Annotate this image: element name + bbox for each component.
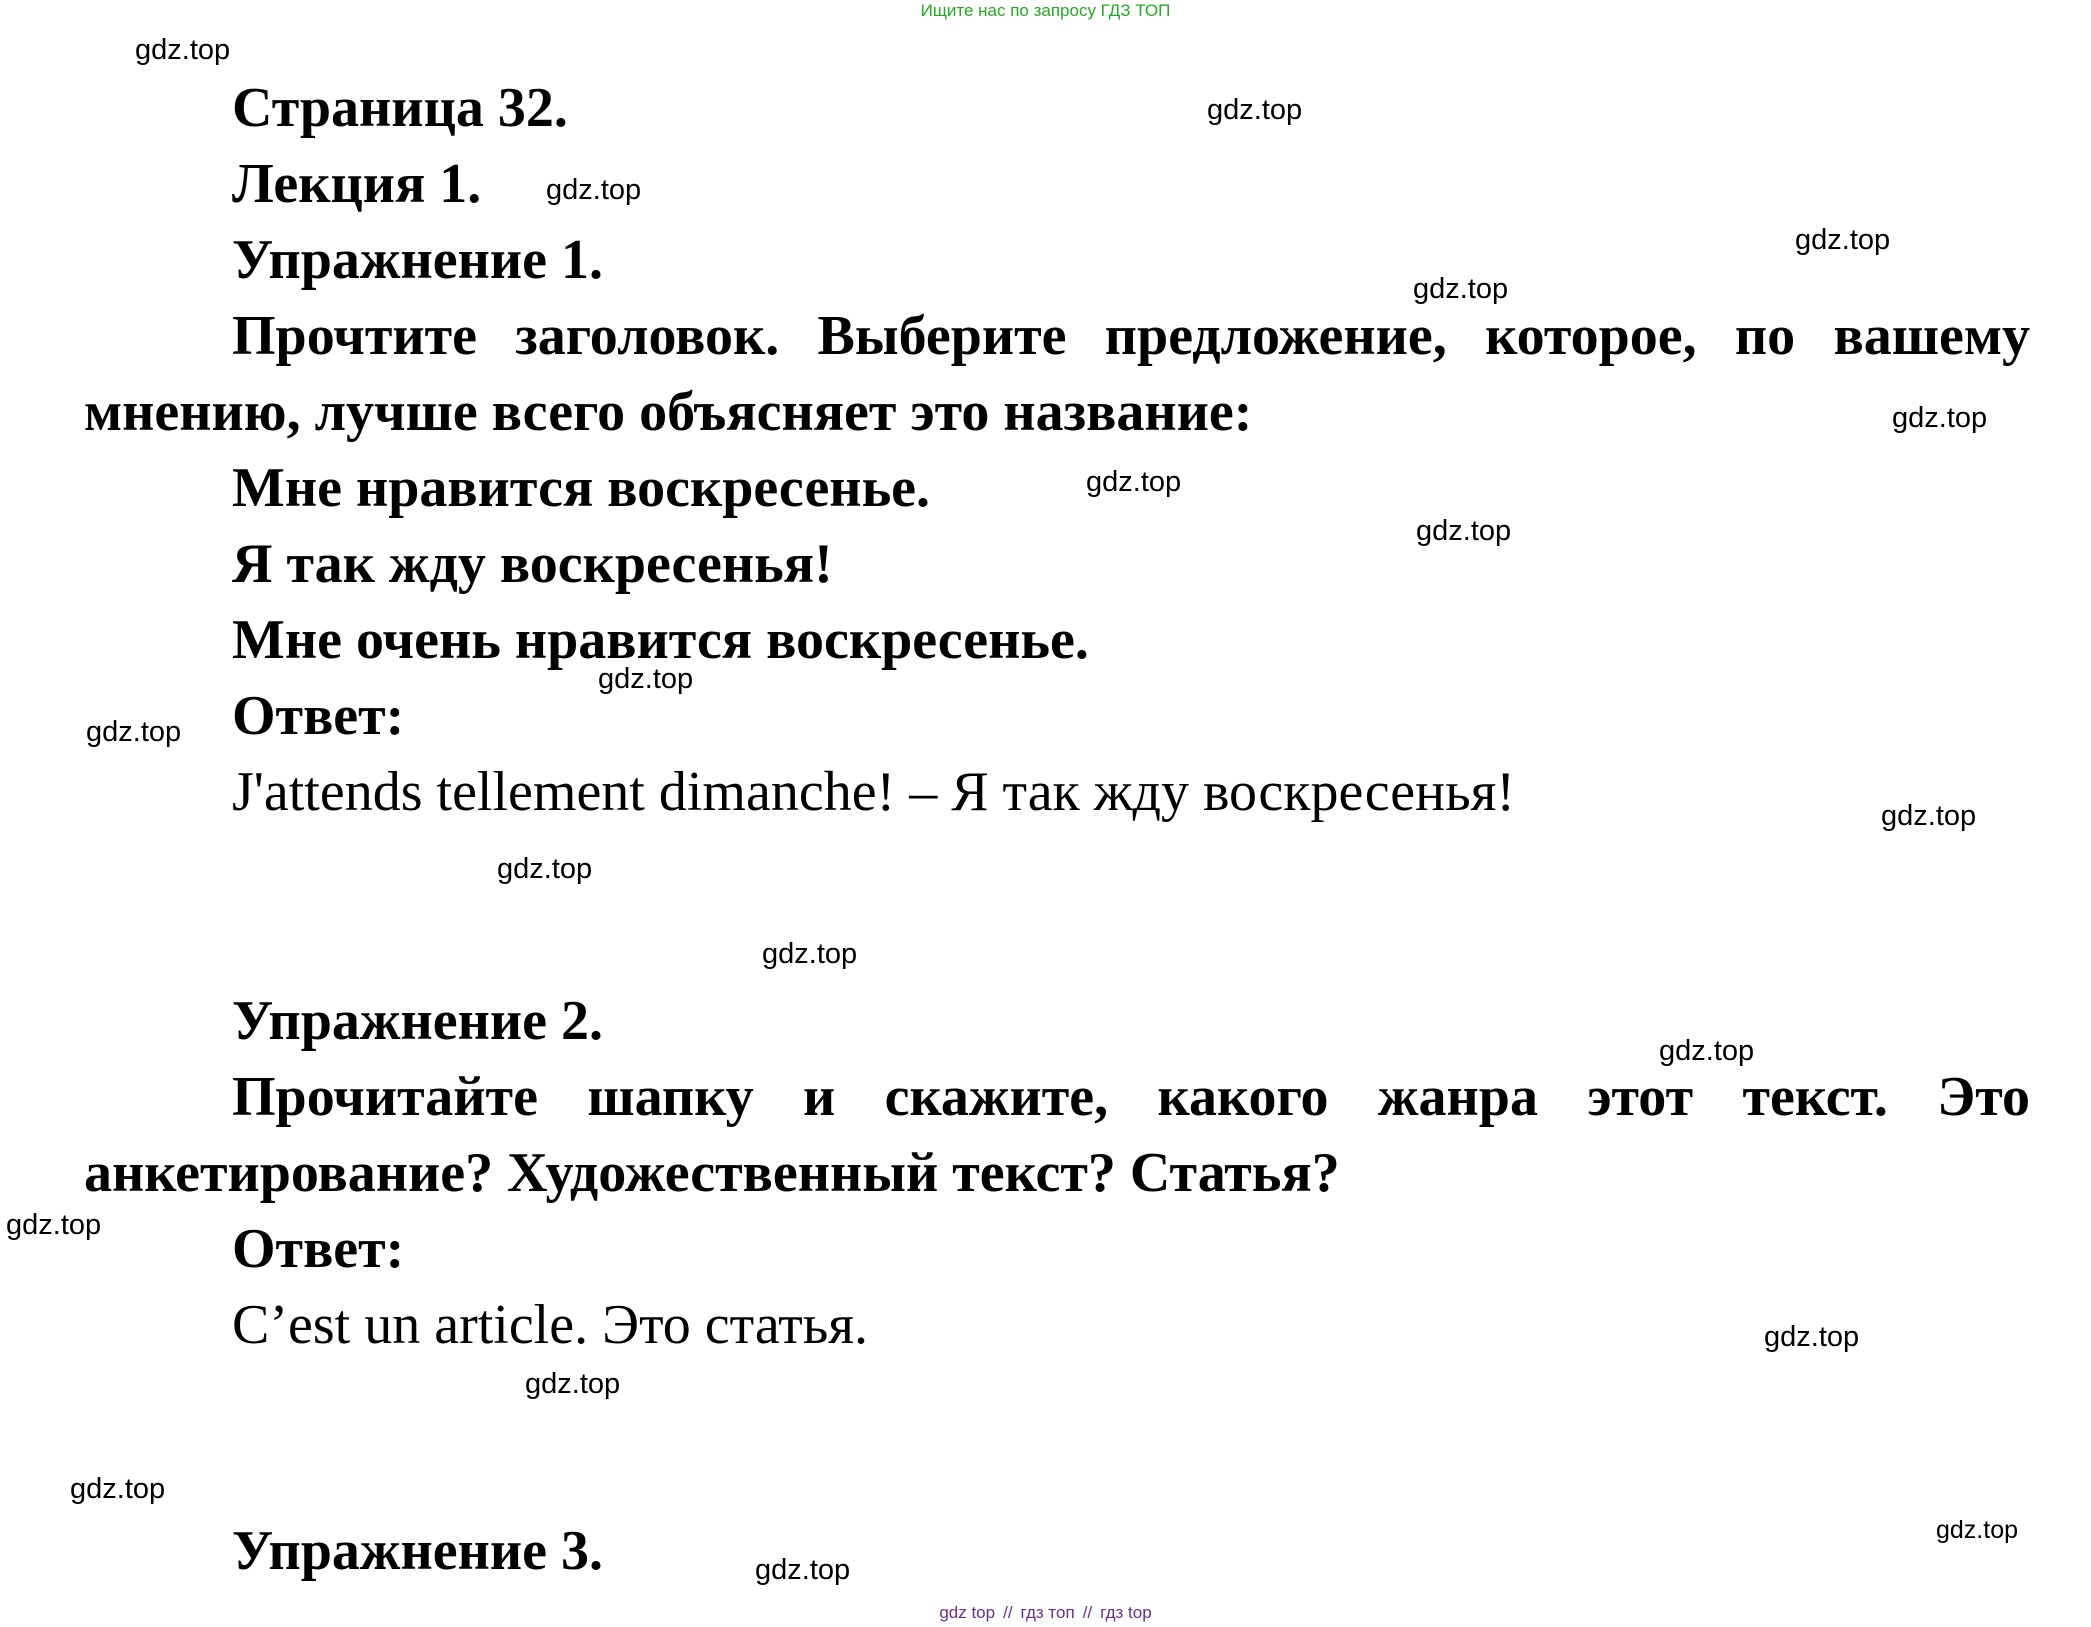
exercise-3-title: Упражнение 3. bbox=[232, 1520, 604, 1582]
exercise-1-option-3: Мне очень нравится воскресенье. bbox=[232, 609, 1089, 671]
exercise-2-answer-label: Ответ: bbox=[232, 1218, 405, 1280]
footer-separator: // bbox=[1003, 1603, 1013, 1622]
exercise-2-task: Прочитайте шапку и скажите, какого жанра этот текст. Это анкетирование? Художественный текст? Статья? bbox=[84, 1066, 2030, 1204]
top-banner: Ищите нас по запросу ГДЗ ТОП bbox=[920, 1, 1171, 20]
footer-link[interactable]: гдз top bbox=[1100, 1603, 1152, 1622]
exercise-2-answer: C’est un article. Это статья. bbox=[232, 1294, 868, 1356]
watermark: gdz.top bbox=[1892, 402, 1988, 434]
watermark: gdz.top bbox=[598, 663, 694, 695]
watermark: gdz.top bbox=[86, 716, 182, 748]
exercise-1-option-1: Мне нравится воскресенье. bbox=[232, 457, 931, 519]
page-title: Страница 32. bbox=[232, 77, 568, 139]
watermark: gdz.top bbox=[755, 1554, 851, 1586]
watermark: gdz.top bbox=[1936, 1516, 2019, 1544]
watermark: gdz.top bbox=[1764, 1321, 1860, 1353]
exercise-1-title: Упражнение 1. bbox=[232, 229, 604, 291]
watermark: gdz.top bbox=[762, 938, 858, 970]
exercise-1-task: Прочтите заголовок. Выберите предложение, которое, по вашему мнению, лучше всего объясняет это название: bbox=[84, 305, 2030, 443]
exercise-1-option-2: Я так жду воскресенья! bbox=[232, 533, 833, 595]
watermark: gdz.top bbox=[1795, 224, 1891, 256]
exercise-2-title: Упражнение 2. bbox=[232, 990, 604, 1052]
footer-separator: // bbox=[1082, 1603, 1093, 1622]
watermark: gdz.top bbox=[497, 853, 593, 885]
watermark: gdz.top bbox=[1413, 273, 1509, 305]
watermark: gdz.top bbox=[1207, 94, 1303, 126]
footer-links bbox=[0, 1603, 2091, 1623]
lecture-title: Лекция 1. bbox=[232, 153, 482, 215]
watermark: gdz.top bbox=[135, 34, 231, 66]
exercise-1-answer: J'attends tellement dimanche! – Я так жду воскресенья! bbox=[232, 761, 1516, 823]
footer-link[interactable]: gdz top bbox=[939, 1603, 996, 1622]
watermark: gdz.top bbox=[1416, 515, 1512, 547]
footer-link[interactable]: гдз топ bbox=[1020, 1603, 1075, 1622]
watermark: gdz.top bbox=[1086, 466, 1182, 498]
watermark: gdz.top bbox=[546, 174, 642, 206]
exercise-1-answer-label: Ответ: bbox=[232, 685, 405, 747]
watermark: gdz.top bbox=[6, 1209, 102, 1241]
watermark: gdz.top bbox=[1881, 800, 1977, 832]
watermark: gdz.top bbox=[70, 1473, 166, 1505]
watermark: gdz.top bbox=[525, 1368, 621, 1400]
watermark: gdz.top bbox=[1659, 1035, 1755, 1067]
